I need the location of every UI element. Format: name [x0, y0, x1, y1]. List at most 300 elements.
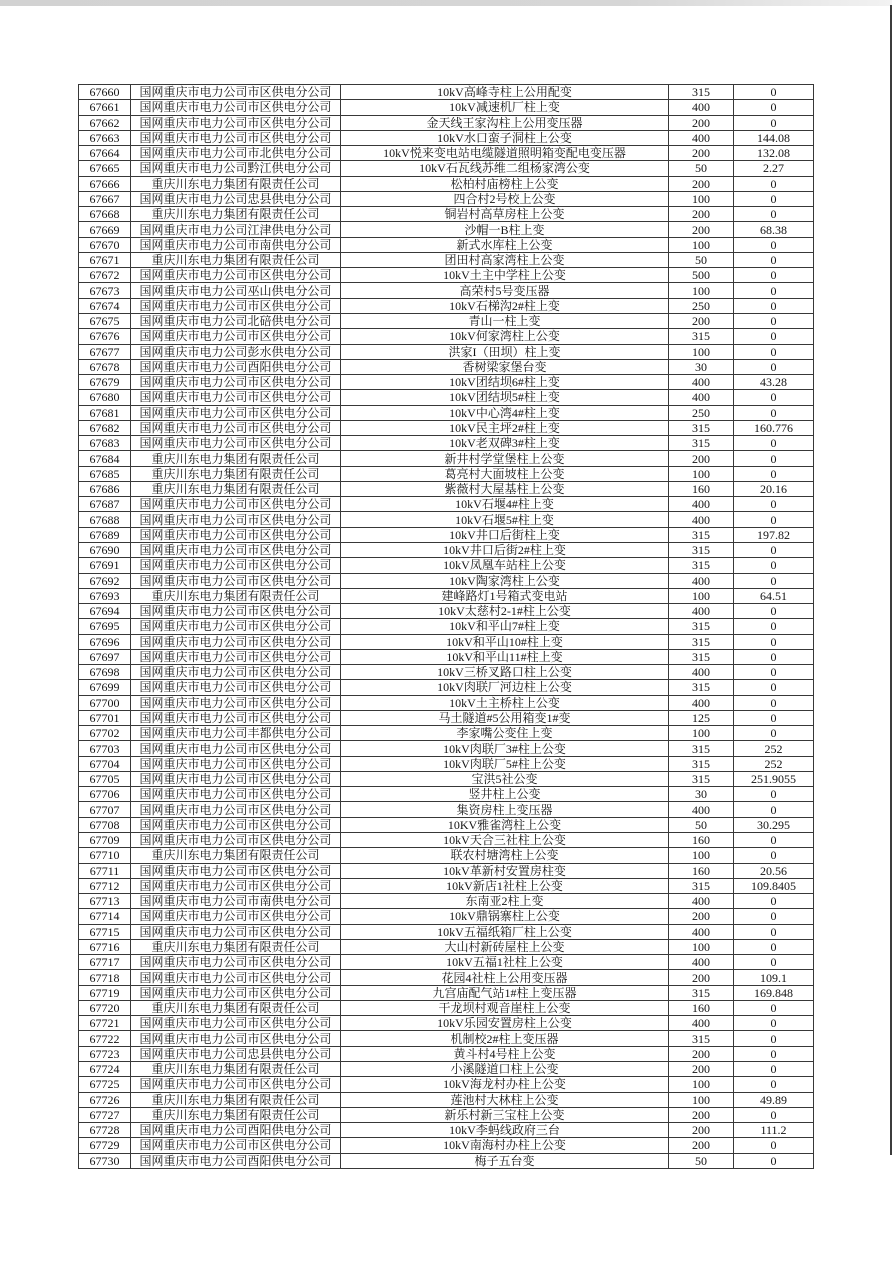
cell-company: 重庆川东电力集团有限责任公司 — [131, 207, 341, 222]
cell-company: 国网重庆市电力公司市区供电分公司 — [131, 115, 341, 130]
cell-station: 联农村塘湾柱上公变 — [341, 848, 669, 863]
cell-id: 67692 — [79, 573, 131, 588]
cell-capacity: 250 — [669, 405, 734, 420]
cell-value: 109.8405 — [734, 878, 814, 893]
cell-company: 国网重庆市电力公司酉阳供电分公司 — [131, 1153, 341, 1168]
cell-id: 67661 — [79, 100, 131, 115]
table-row — [79, 268, 814, 283]
cell-value: 0 — [734, 1031, 814, 1046]
table-row — [79, 848, 814, 863]
table-row — [79, 1123, 814, 1138]
cell-company: 重庆川东电力集团有限责任公司 — [131, 481, 341, 496]
cell-company: 国网重庆市电力公司市区供电分公司 — [131, 634, 341, 649]
cell-capacity: 200 — [669, 146, 734, 161]
cell-capacity: 100 — [669, 1092, 734, 1107]
cell-capacity: 160 — [669, 833, 734, 848]
table-row — [79, 1062, 814, 1077]
cell-company: 国网重庆市电力公司市区供电分公司 — [131, 390, 341, 405]
cell-id: 67698 — [79, 665, 131, 680]
cell-id: 67668 — [79, 207, 131, 222]
cell-capacity: 400 — [669, 390, 734, 405]
cell-company: 国网重庆市电力公司市区供电分公司 — [131, 680, 341, 695]
cell-value: 0 — [734, 924, 814, 939]
table-row — [79, 573, 814, 588]
cell-id: 67672 — [79, 268, 131, 283]
table-row — [79, 817, 814, 832]
page-top-edge — [0, 0, 892, 6]
table-row — [79, 420, 814, 435]
cell-station: 九宫庙配气站1#柱上变压器 — [341, 985, 669, 1000]
cell-id: 67719 — [79, 985, 131, 1000]
cell-company: 国网重庆市电力公司市区供电分公司 — [131, 741, 341, 756]
cell-value: 0 — [734, 542, 814, 557]
table-row — [79, 1077, 814, 1092]
cell-station: 10kV天合三社柱上公变 — [341, 833, 669, 848]
cell-capacity: 100 — [669, 237, 734, 252]
cell-value: 0 — [734, 191, 814, 206]
cell-value: 0 — [734, 833, 814, 848]
cell-capacity: 315 — [669, 634, 734, 649]
cell-company: 国网重庆市电力公司市区供电分公司 — [131, 802, 341, 817]
cell-station: 香树梁家堡台变 — [341, 359, 669, 374]
cell-station: 集资房柱上变压器 — [341, 802, 669, 817]
table-row — [79, 909, 814, 924]
cell-capacity: 30 — [669, 359, 734, 374]
cell-id: 67688 — [79, 512, 131, 527]
cell-value: 0 — [734, 573, 814, 588]
cell-company: 国网重庆市电力公司市区供电分公司 — [131, 1138, 341, 1153]
cell-company: 国网重庆市电力公司市区供电分公司 — [131, 85, 341, 100]
cell-id: 67671 — [79, 252, 131, 267]
cell-station: 10kV肉联厂3#柱上公变 — [341, 741, 669, 756]
table-row — [79, 222, 814, 237]
cell-company: 国网重庆市电力公司市区供电分公司 — [131, 573, 341, 588]
cell-company: 国网重庆市电力公司市区供电分公司 — [131, 436, 341, 451]
table-row — [79, 1107, 814, 1122]
cell-id: 67678 — [79, 359, 131, 374]
cell-value: 169.848 — [734, 985, 814, 1000]
cell-station: 10kV鼎锅寨柱上公变 — [341, 909, 669, 924]
cell-station: 10kV太慈村2-1#柱上公变 — [341, 604, 669, 619]
cell-station: 10kV减速机厂柱上变 — [341, 100, 669, 115]
cell-capacity: 200 — [669, 207, 734, 222]
cell-station: 10kV土主桥柱上公变 — [341, 695, 669, 710]
table-row — [79, 390, 814, 405]
cell-station: 10kV石堰5#柱上变 — [341, 512, 669, 527]
table-row — [79, 497, 814, 512]
cell-value: 0 — [734, 237, 814, 252]
cell-company: 国网重庆市电力公司江津供电分公司 — [131, 222, 341, 237]
cell-company: 国网重庆市电力公司市北供电分公司 — [131, 146, 341, 161]
cell-company: 国网重庆市电力公司市区供电分公司 — [131, 985, 341, 1000]
cell-id: 67662 — [79, 115, 131, 130]
table-row — [79, 298, 814, 313]
cell-id: 67683 — [79, 436, 131, 451]
cell-capacity: 100 — [669, 466, 734, 481]
cell-capacity: 250 — [669, 298, 734, 313]
cell-id: 67702 — [79, 726, 131, 741]
table-row — [79, 726, 814, 741]
cell-id: 67708 — [79, 817, 131, 832]
power-transformer-table — [78, 84, 814, 1169]
table-row — [79, 176, 814, 191]
cell-id: 67720 — [79, 1000, 131, 1015]
cell-capacity: 315 — [669, 527, 734, 542]
cell-id: 67691 — [79, 558, 131, 573]
cell-capacity: 200 — [669, 115, 734, 130]
cell-capacity: 400 — [669, 894, 734, 909]
cell-company: 重庆川东电力集团有限责任公司 — [131, 176, 341, 191]
cell-id: 67699 — [79, 680, 131, 695]
table-row — [79, 527, 814, 542]
cell-capacity: 200 — [669, 176, 734, 191]
table-row — [79, 115, 814, 130]
table-row — [79, 741, 814, 756]
cell-id: 67707 — [79, 802, 131, 817]
table-row — [79, 710, 814, 725]
cell-station: 10kV土主中学柱上公变 — [341, 268, 669, 283]
cell-company: 国网重庆市电力公司巫山供电分公司 — [131, 283, 341, 298]
cell-station: 10kV石梯沟2#柱上变 — [341, 298, 669, 313]
cell-capacity: 200 — [669, 1138, 734, 1153]
cell-company: 国网重庆市电力公司市区供电分公司 — [131, 298, 341, 313]
cell-station: 新式水库柱上公变 — [341, 237, 669, 252]
cell-capacity: 30 — [669, 787, 734, 802]
cell-capacity: 400 — [669, 955, 734, 970]
cell-value: 0 — [734, 787, 814, 802]
cell-station: 10kV三桥叉路口柱上公变 — [341, 665, 669, 680]
cell-company: 国网重庆市电力公司市区供电分公司 — [131, 817, 341, 832]
cell-station: 10kV民主坪2#柱上变 — [341, 420, 669, 435]
cell-capacity: 160 — [669, 863, 734, 878]
cell-station: 梅子五台变 — [341, 1153, 669, 1168]
cell-station: 10kV李蚂线政府三台 — [341, 1123, 669, 1138]
cell-capacity: 200 — [669, 222, 734, 237]
table-row — [79, 1031, 814, 1046]
table-row — [79, 237, 814, 252]
cell-company: 重庆川东电力集团有限责任公司 — [131, 451, 341, 466]
cell-capacity: 400 — [669, 497, 734, 512]
cell-station: 10kV高峰寺柱上公用配变 — [341, 85, 669, 100]
cell-company: 国网重庆市电力公司市区供电分公司 — [131, 863, 341, 878]
cell-company: 国网重庆市电力公司市区供电分公司 — [131, 100, 341, 115]
cell-station: 莲池村大林柱上公变 — [341, 1092, 669, 1107]
cell-station: 10kV团结坝6#柱上变 — [341, 375, 669, 390]
cell-id: 67675 — [79, 313, 131, 328]
cell-id: 67717 — [79, 955, 131, 970]
cell-station: 紫薇村大屋基柱上公变 — [341, 481, 669, 496]
cell-value: 0 — [734, 1107, 814, 1122]
cell-station: 干龙坝村观音崖柱上公变 — [341, 1000, 669, 1015]
cell-company: 国网重庆市电力公司市区供电分公司 — [131, 130, 341, 145]
table-row — [79, 802, 814, 817]
cell-capacity: 200 — [669, 1123, 734, 1138]
cell-capacity: 100 — [669, 283, 734, 298]
cell-company: 重庆川东电力集团有限责任公司 — [131, 466, 341, 481]
table-row — [79, 833, 814, 848]
cell-id: 67722 — [79, 1031, 131, 1046]
cell-id: 67694 — [79, 604, 131, 619]
cell-value: 30.295 — [734, 817, 814, 832]
cell-station: 10kV新店1社柱上公变 — [341, 878, 669, 893]
table-row — [79, 481, 814, 496]
cell-value: 0 — [734, 390, 814, 405]
cell-capacity: 400 — [669, 604, 734, 619]
cell-capacity: 400 — [669, 1016, 734, 1031]
table-row — [79, 405, 814, 420]
cell-station: 机制校2#柱上变压器 — [341, 1031, 669, 1046]
cell-capacity: 315 — [669, 420, 734, 435]
table-row — [79, 985, 814, 1000]
cell-value: 0 — [734, 512, 814, 527]
cell-value: 0 — [734, 283, 814, 298]
cell-id: 67687 — [79, 497, 131, 512]
cell-station: 葛亮村大面坡柱上公变 — [341, 466, 669, 481]
cell-company: 国网重庆市电力公司市区供电分公司 — [131, 558, 341, 573]
cell-id: 67721 — [79, 1016, 131, 1031]
cell-value: 251.9055 — [734, 771, 814, 786]
cell-value: 0 — [734, 298, 814, 313]
cell-value: 160.776 — [734, 420, 814, 435]
table-row — [79, 146, 814, 161]
table-row — [79, 252, 814, 267]
table-row — [79, 665, 814, 680]
cell-station: 松柏村庙榜柱上公变 — [341, 176, 669, 191]
table-row — [79, 955, 814, 970]
cell-company: 国网重庆市电力公司市南供电分公司 — [131, 894, 341, 909]
cell-capacity: 400 — [669, 924, 734, 939]
cell-station: 10kV肉联厂5#柱上公变 — [341, 756, 669, 771]
cell-value: 0 — [734, 955, 814, 970]
cell-id: 67710 — [79, 848, 131, 863]
cell-value: 0 — [734, 1062, 814, 1077]
cell-capacity: 400 — [669, 695, 734, 710]
cell-company: 国网重庆市电力公司市区供电分公司 — [131, 1077, 341, 1092]
cell-company: 国网重庆市电力公司市区供电分公司 — [131, 497, 341, 512]
cell-id: 67679 — [79, 375, 131, 390]
cell-capacity: 315 — [669, 542, 734, 557]
cell-company: 国网重庆市电力公司黔江供电分公司 — [131, 161, 341, 176]
cell-value: 0 — [734, 939, 814, 954]
table-row — [79, 512, 814, 527]
cell-station: 10kV肉联厂河边柱上公变 — [341, 680, 669, 695]
cell-value: 0 — [734, 604, 814, 619]
table-row — [79, 756, 814, 771]
cell-company: 国网重庆市电力公司市区供电分公司 — [131, 649, 341, 664]
cell-capacity: 160 — [669, 1000, 734, 1015]
table-row — [79, 604, 814, 619]
cell-value: 0 — [734, 268, 814, 283]
table-row — [79, 451, 814, 466]
cell-capacity: 400 — [669, 130, 734, 145]
cell-capacity: 400 — [669, 512, 734, 527]
cell-capacity: 400 — [669, 802, 734, 817]
table-row — [79, 436, 814, 451]
cell-company: 国网重庆市电力公司市区供电分公司 — [131, 1016, 341, 1031]
cell-capacity: 315 — [669, 985, 734, 1000]
cell-station: 10kV五福1社柱上公变 — [341, 955, 669, 970]
cell-id: 67726 — [79, 1092, 131, 1107]
cell-capacity: 315 — [669, 771, 734, 786]
cell-station: 新乐村新三宝柱上公变 — [341, 1107, 669, 1122]
table-row — [79, 207, 814, 222]
cell-station: 10kV五福纸箱厂柱上公变 — [341, 924, 669, 939]
cell-id: 67709 — [79, 833, 131, 848]
cell-company: 国网重庆市电力公司忠县供电分公司 — [131, 1046, 341, 1061]
table-row — [79, 787, 814, 802]
cell-value: 49.89 — [734, 1092, 814, 1107]
cell-value: 0 — [734, 619, 814, 634]
table-row — [79, 771, 814, 786]
cell-value: 68.38 — [734, 222, 814, 237]
cell-station: 10kV团结坝5#柱上变 — [341, 390, 669, 405]
cell-value: 0 — [734, 710, 814, 725]
cell-value: 0 — [734, 252, 814, 267]
cell-value: 0 — [734, 100, 814, 115]
cell-capacity: 200 — [669, 451, 734, 466]
cell-company: 国网重庆市电力公司酉阳供电分公司 — [131, 1123, 341, 1138]
cell-station: 大山村新砖屋柱上公变 — [341, 939, 669, 954]
cell-id: 67711 — [79, 863, 131, 878]
cell-id: 67718 — [79, 970, 131, 985]
cell-company: 国网重庆市电力公司忠县供电分公司 — [131, 191, 341, 206]
cell-capacity: 100 — [669, 344, 734, 359]
cell-station: 10kV凤凰车站柱上公变 — [341, 558, 669, 573]
cell-company: 重庆川东电力集团有限责任公司 — [131, 1092, 341, 1107]
cell-company: 国网重庆市电力公司市区供电分公司 — [131, 787, 341, 802]
cell-station: 10kV乐园安置房柱上公变 — [341, 1016, 669, 1031]
table-row — [79, 1092, 814, 1107]
cell-id: 67724 — [79, 1062, 131, 1077]
cell-capacity: 315 — [669, 741, 734, 756]
cell-id: 67725 — [79, 1077, 131, 1092]
cell-id: 67700 — [79, 695, 131, 710]
cell-id: 67663 — [79, 130, 131, 145]
table-row — [79, 85, 814, 100]
cell-capacity: 200 — [669, 1046, 734, 1061]
table-row — [79, 191, 814, 206]
cell-id: 67704 — [79, 756, 131, 771]
cell-value: 0 — [734, 1077, 814, 1092]
cell-id: 67727 — [79, 1107, 131, 1122]
cell-id: 67728 — [79, 1123, 131, 1138]
cell-value: 64.51 — [734, 588, 814, 603]
cell-value: 43.28 — [734, 375, 814, 390]
cell-company: 国网重庆市电力公司市区供电分公司 — [131, 955, 341, 970]
cell-station: 铜岩村高草房柱上公变 — [341, 207, 669, 222]
cell-capacity: 400 — [669, 573, 734, 588]
cell-id: 67701 — [79, 710, 131, 725]
cell-id: 67660 — [79, 85, 131, 100]
cell-value: 144.08 — [734, 130, 814, 145]
cell-value: 0 — [734, 329, 814, 344]
cell-company: 国网重庆市电力公司彭水供电分公司 — [131, 344, 341, 359]
cell-station: 东南亚2柱上变 — [341, 894, 669, 909]
cell-station: 团田村高家湾柱上公变 — [341, 252, 669, 267]
cell-value: 0 — [734, 115, 814, 130]
cell-station: 沙帽一B柱上变 — [341, 222, 669, 237]
cell-value: 0 — [734, 344, 814, 359]
cell-value: 0 — [734, 85, 814, 100]
cell-id: 67695 — [79, 619, 131, 634]
cell-id: 67673 — [79, 283, 131, 298]
cell-id: 67706 — [79, 787, 131, 802]
cell-station: 建峰路灯1号箱式变电站 — [341, 588, 669, 603]
cell-station: 竖井柱上公变 — [341, 787, 669, 802]
cell-company: 国网重庆市电力公司市区供电分公司 — [131, 405, 341, 420]
table-row — [79, 375, 814, 390]
cell-capacity: 315 — [669, 329, 734, 344]
cell-station: 10kV水口蛮子洞柱上公变 — [341, 130, 669, 145]
cell-capacity: 315 — [669, 756, 734, 771]
table-row — [79, 588, 814, 603]
cell-id: 67705 — [79, 771, 131, 786]
table-row — [79, 542, 814, 557]
cell-value: 0 — [734, 313, 814, 328]
cell-capacity: 200 — [669, 909, 734, 924]
cell-id: 67689 — [79, 527, 131, 542]
cell-id: 67713 — [79, 894, 131, 909]
cell-value: 0 — [734, 207, 814, 222]
cell-id: 67667 — [79, 191, 131, 206]
cell-station: 10kV老双碑3#柱上变 — [341, 436, 669, 451]
cell-value: 0 — [734, 1016, 814, 1031]
cell-station: 李家嘴公变住上变 — [341, 726, 669, 741]
table-row — [79, 1153, 814, 1168]
cell-company: 国网重庆市电力公司丰都供电分公司 — [131, 726, 341, 741]
cell-company: 国网重庆市电力公司市区供电分公司 — [131, 756, 341, 771]
cell-value: 0 — [734, 634, 814, 649]
table-row — [79, 1138, 814, 1153]
cell-id: 67676 — [79, 329, 131, 344]
cell-value: 20.16 — [734, 481, 814, 496]
table-row — [79, 161, 814, 176]
cell-id: 67674 — [79, 298, 131, 313]
cell-id: 67670 — [79, 237, 131, 252]
table-row — [79, 329, 814, 344]
cell-capacity: 50 — [669, 252, 734, 267]
cell-capacity: 200 — [669, 313, 734, 328]
cell-id: 67682 — [79, 420, 131, 435]
table-row — [79, 558, 814, 573]
cell-id: 67690 — [79, 542, 131, 557]
cell-capacity: 100 — [669, 191, 734, 206]
table-row — [79, 863, 814, 878]
cell-capacity: 100 — [669, 726, 734, 741]
cell-company: 国网重庆市电力公司市区供电分公司 — [131, 619, 341, 634]
cell-station: 青山一柱上变 — [341, 313, 669, 328]
cell-value: 0 — [734, 451, 814, 466]
cell-value: 0 — [734, 1138, 814, 1153]
table-row — [79, 344, 814, 359]
cell-id: 67730 — [79, 1153, 131, 1168]
cell-company: 国网重庆市电力公司酉阳供电分公司 — [131, 359, 341, 374]
cell-id: 67680 — [79, 390, 131, 405]
cell-id: 67664 — [79, 146, 131, 161]
cell-company: 重庆川东电力集团有限责任公司 — [131, 1000, 341, 1015]
table-row — [79, 359, 814, 374]
cell-value: 0 — [734, 649, 814, 664]
cell-id: 67669 — [79, 222, 131, 237]
table-row — [79, 695, 814, 710]
cell-value: 20.56 — [734, 863, 814, 878]
cell-value: 0 — [734, 497, 814, 512]
cell-id: 67684 — [79, 451, 131, 466]
cell-value: 0 — [734, 1046, 814, 1061]
cell-value: 0 — [734, 665, 814, 680]
cell-capacity: 50 — [669, 161, 734, 176]
cell-capacity: 400 — [669, 100, 734, 115]
